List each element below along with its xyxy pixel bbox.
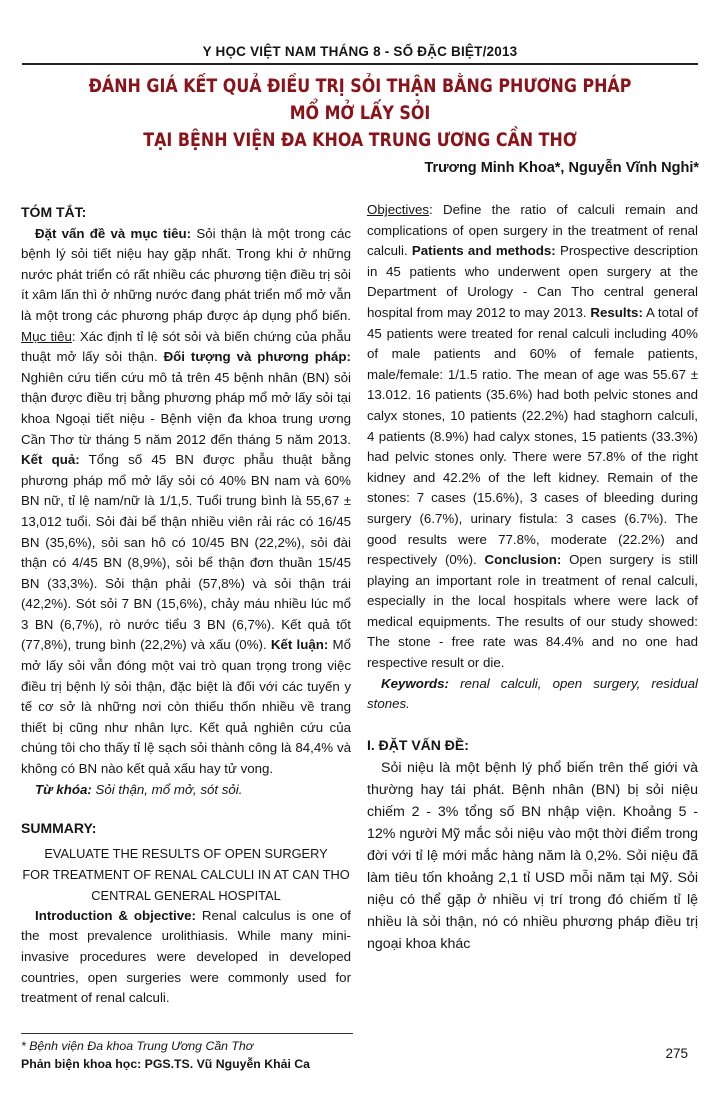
vi-label-methods: Đối tượng và phương pháp: [163,349,351,365]
footnote-rule [21,1033,353,1034]
summary-title-line-3: CENTRAL GENERAL HOSPITAL [91,887,281,903]
en-keywords-label: Keywords: [381,675,449,691]
article-title [85,73,635,154]
footnote-affiliation: * Bệnh viện Đa khoa Trung Ương Cần Thơ [21,1039,254,1053]
vi-label-results: Kết quả: [21,452,80,468]
title-line-2: TẠI BỆNH VIỆN ĐA KHOA TRUNG ƯƠNG CẦN THƠ [143,130,577,151]
vi-label-objective: Mục tiêu [21,328,72,344]
journal-header: Y HỌC VIỆT NAM THÁNG 8 - SỐ ĐẶC BIỆT/2013 [202,44,518,59]
left-column [21,200,351,1009]
right-column [367,200,698,955]
section-1-body: Sỏi niệu là một bệnh lý phổ biến trên thế giới và thường hay tái phát. Bệnh nhân (BN) bị sỏi niệu chiếm 2 - 3% tổng số BN nhập viện. Khoảng 5 - 12% người Mỹ mắc sỏi niệu vào một thời điểm trong đời với tỉ lệ mới mắc hàng năm là 0,2%. Sỏi niệu đã làm tiêu tốn khoảng 2,1 tỉ USD mỗi năm tại Mỹ. Sỏi niệu có thể gặp ở nhiều vị trí trong đó chiếm tỉ lệ nhiều là sỏi thận, nó có nhiều phương pháp điều trị ngoại khoa khác [367,760,698,953]
vi-text-objective: : Xác định tỉ lệ sót sỏi và biến chứng của phẫu thuật mở lấy sỏi thận. [21,328,351,365]
vi-keywords [21,780,351,801]
vi-text-methods: Nghiên cứu tiến cứu mô tả trên 45 bệnh nhân (BN) sỏi thận được điều trị bằng phương pháp mổ mở lấy sỏi tại khoa Ngoại tiết niệu - Bệnh viện đa khoa trung ương Cần Thơ từ tháng 5 năm 2012 đến tháng 5 năm 2013. [21,369,351,447]
en-label-results: Results: [590,304,643,320]
en-text-objectives: : Define the ratio of calculi remain and complications of open surgery in the treatment of renal calculi. [367,202,698,259]
summary-body-continued [367,200,698,674]
section-1-heading: I. ĐẶT VẤN ĐỀ: [367,736,469,753]
footnote-reviewer: Phản biện khoa học: PGS.TS. Vũ Nguyễn Khải Ca [21,1057,311,1071]
summary-title-line-2: FOR TREATMENT OF RENAL CALCULI IN AT CAN THO [22,866,350,882]
authors: Trương Minh Khoa*, Nguyễn Vĩnh Nghi* [424,160,699,176]
vi-text-intro: Sỏi thận là một trong các bệnh lý sỏi tiết niệu hay gặp nhất. Trong khi ở những nước phát triển có rất nhiều các phương tiện điều trị sỏi ít xâm lấn thì ở những nước đang phát triển mổ mở vẫn là một trong các phương pháp được áp dụng phổ biến. [21,225,352,323]
en-keywords [367,674,698,715]
vi-label-intro: Đặt vấn đề và mục tiêu: [35,225,192,241]
vi-text-conclusion: Mổ mở lấy sỏi vẫn đóng một vai trò quan trọng trong việc điều trị bệnh lý sỏi thận, đặc biệt là đối với các tuyến y tế cơ sở là những nơi còn thiếu thốn nhiều về trang thiết bị cũng như nhân lực. Kết quả nghiên cứu của chúng tôi cho thấy tỉ lệ sạch sỏi thành công là 84,4% và không có BN nào kết quả xấu hay tử vong. [21,637,351,777]
vi-label-conclusion: Kết luận: [270,637,329,653]
summary-body-start [21,906,351,1009]
page-number: 275 [665,1046,688,1061]
title-line-1: ĐÁNH GIÁ KẾT QUẢ ĐIỀU TRỊ SỎI THẬN BẰNG PHƯƠNG PHÁP MỔ MỞ LẤY SỎI [88,76,632,124]
summary-heading: SUMMARY: [21,820,97,837]
en-text-intro: Renal calculus is one of the most prevalence urolithiasis. While many mini-invasive procedures were developed in developed countries, open surgeries were commonly used for treatment of renal calculi. [21,907,351,1006]
vi-text-results: Tổng số 45 BN được phẫu thuật bằng phương pháp mổ mở lấy sỏi có 40% BN nam và 60% BN nữ, tỉ lệ nam/nữ là 1/1,5. Tuổi trung bình là 55,67 ± 13,012 tuổi. Sỏi đài bể thận nhiều viên rải rác có 16/45 BN (35,6%), sỏi san hô có 10/45 BN (22,2%), sỏi đài thận có 4/45 BN (8,9%), sỏi bể thận đơn thuần 15/45 BN (33,3%). Sỏi thận phải (57,8%) và sỏi thận trái (42,2%). Sót sỏi 7 BN (15,6%), chảy máu nhiều lúc mổ 3 BN (6,7%), rò nước tiểu 3 BN (6,7%). Kết quả tốt (77,8%), trung bình (22,2%) và xấu (0%). [21,452,351,653]
vi-keywords-label: Từ khóa: [35,781,92,797]
en-keywords-text: renal calculi, open surgery, residual stones. [367,675,698,712]
en-text-conclusion: Open surgery is still playing an important role in treatment of renal calculi, especially in the local hospitals where were lack of medical equipments. The results of our study showed: The stone - free rate was 84.4% and no one had respective result or die. [367,552,698,671]
en-text-results: A total of 45 patients were treated for renal calculi including 40% of male patients and 60% of female patients, male/female: 1/1.5 ratio. The mean of age was 55.67 ± 13.012. 16 patients (35.6%) had both pelvic stones and calyx stones, 10 patients (22.2%) had staghorn calculi, 4 patients (8.9%) had calyx stones, 15 patients (33.3%) had pelvic stones only. There were 57.8% of the right kidney and 42.2% of the left kidney. Remain of the stones: 7 cases (15.6%), 3 cases of bleeding during surgery (6.7%), urinary fistula: 3 cases (6.7%). The good results were 77.8%, moderate (22.2%) and respectively (0%). [367,304,698,568]
summary-title-line-1: EVALUATE THE RESULTS OF OPEN SURGERY [44,845,328,861]
en-label-conclusion: Conclusion: [484,552,562,568]
header-rule [22,63,698,65]
summary-title [21,843,351,906]
abstract-vi-heading: TÓM TẮT: [21,204,87,220]
en-text-methods: Prospective description in 45 patients who underwent open surgery at the Department of Urology - Can Tho central general hospital from may 2012 to may 2013. [367,243,698,320]
abstract-vi-body [21,224,351,780]
footnote [21,1037,310,1073]
en-label-intro: Introduction & objective: [35,907,196,923]
en-label-objectives: Objectives [367,202,430,217]
en-label-methods: Patients and methods: [411,243,556,259]
vi-keywords-text: Sỏi thận, mổ mở, sót sỏi. [91,781,243,797]
